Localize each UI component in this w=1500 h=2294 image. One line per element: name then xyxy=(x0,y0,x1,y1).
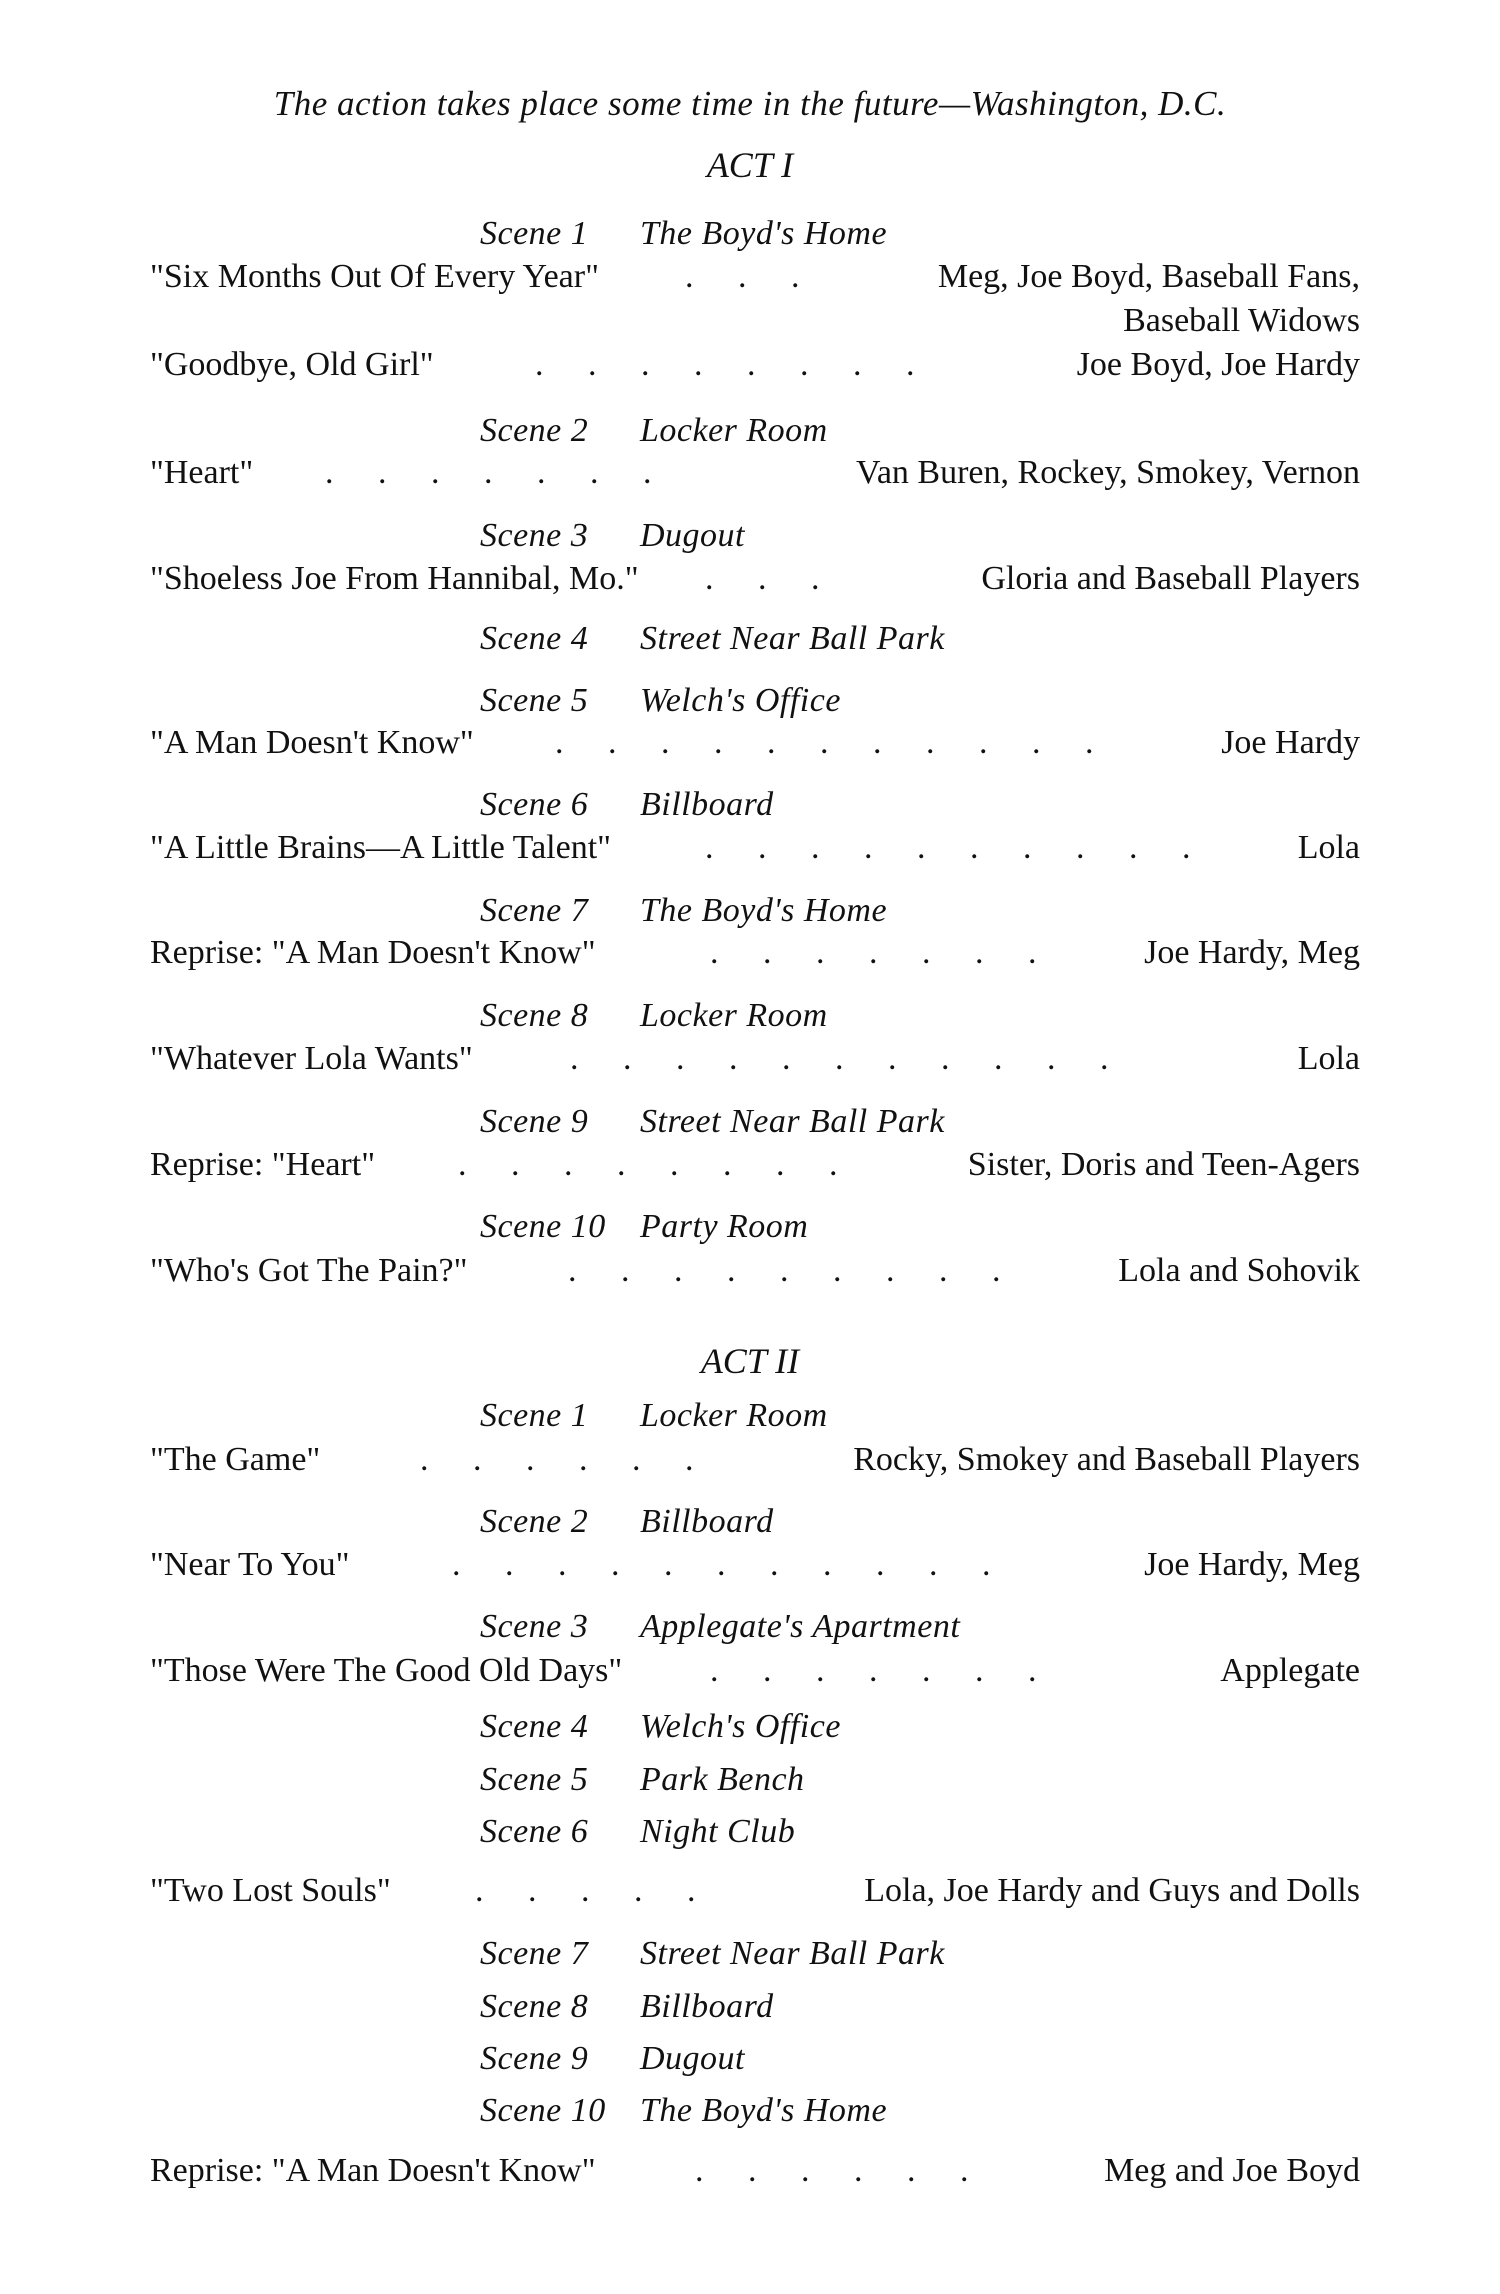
scene-location: Party Room xyxy=(640,1208,809,1245)
act2-scene-10 xyxy=(480,2092,887,2130)
act1-scene-10 xyxy=(480,1208,808,1246)
song-title: "Goodbye, Old Girl" xyxy=(150,346,434,383)
act2-scene-9 xyxy=(480,2040,745,2078)
scene-number: Scene 6 xyxy=(480,786,589,823)
scene-location: Park Bench xyxy=(640,1761,805,1798)
scene-location: The Boyd's Home xyxy=(640,215,888,252)
act1-scene-9 xyxy=(480,1103,945,1141)
dot-leader: . . . . . . . . . . . xyxy=(452,1546,1009,1583)
act2-scene-7 xyxy=(480,1935,945,1973)
song-title: Reprise: "A Man Doesn't Know" xyxy=(150,934,596,971)
scene-number: Scene 9 xyxy=(480,1103,589,1140)
song-title: "The Game" xyxy=(150,1441,321,1478)
scene-number: Scene 9 xyxy=(480,2040,589,2077)
dot-leader: . . . . . . . . . xyxy=(568,1252,1019,1289)
act-2-title: ACT II xyxy=(700,1341,800,1381)
dot-leader: . . . . . . . . xyxy=(458,1146,856,1183)
dot-leader: . . . . . xyxy=(475,1872,714,1909)
scene-location: Welch's Office xyxy=(640,682,841,719)
dot-leader: . . . . . . . . . . . xyxy=(555,724,1112,761)
scene-number: Scene 1 xyxy=(480,215,589,252)
act1-scene-4 xyxy=(480,620,945,658)
act2-scene-8 xyxy=(480,1988,774,2026)
scene-number: Scene 4 xyxy=(480,620,589,657)
song-cast: Rocky, Smokey and Baseball Players xyxy=(853,1441,1360,1478)
song-cast: Sister, Doris and Teen-Agers xyxy=(967,1146,1360,1183)
act-1-title: ACT I xyxy=(706,145,794,185)
act1-scene-6 xyxy=(480,786,774,824)
dot-leader: . . . . . . . xyxy=(325,454,670,491)
act2-scene-6 xyxy=(480,1813,795,1851)
scene-number: Scene 2 xyxy=(480,1503,589,1540)
dot-leader: . . . xyxy=(705,560,838,597)
act2-scene-4 xyxy=(480,1708,841,1746)
scene-number: Scene 10 xyxy=(480,1208,606,1245)
scene-number: Scene 2 xyxy=(480,412,589,449)
scene-location: Billboard xyxy=(640,1503,774,1540)
song-title: "A Little Brains—A Little Talent" xyxy=(150,829,612,866)
song-title: "Who's Got The Pain?" xyxy=(150,1252,468,1289)
dot-leader: . . . . . . . . xyxy=(535,346,933,383)
scene-location: Welch's Office xyxy=(640,1708,841,1745)
song-title: Reprise: "Heart" xyxy=(150,1146,376,1183)
song-cast: Van Buren, Rockey, Smokey, Vernon xyxy=(856,454,1360,491)
act1-scene-7 xyxy=(480,892,887,930)
song-title: "Whatever Lola Wants" xyxy=(150,1040,473,1077)
act1-scene-1 xyxy=(480,215,887,253)
act2-scene-2 xyxy=(480,1503,774,1541)
song-cast: Lola xyxy=(1297,1040,1360,1077)
scene-location: Locker Room xyxy=(640,997,828,1034)
scene-number: Scene 6 xyxy=(480,1813,589,1850)
song-cast: Applegate xyxy=(1220,1652,1360,1689)
song-cast: Lola, Joe Hardy and Guys and Dolls xyxy=(864,1872,1360,1909)
setting-note: The action takes place some time in the future—Washington, D.C. xyxy=(273,84,1227,123)
song-title: "A Man Doesn't Know" xyxy=(150,724,474,761)
dot-leader: . . . . . . . xyxy=(710,934,1055,971)
song-title: Reprise: "A Man Doesn't Know" xyxy=(150,2152,596,2189)
song-title: "Near To You" xyxy=(150,1546,350,1583)
scene-location: Dugout xyxy=(640,2040,745,2077)
scene-location: Billboard xyxy=(640,1988,774,2025)
act2-scene-1 xyxy=(480,1397,828,1435)
song-cast: Joe Hardy, Meg xyxy=(1144,1546,1360,1583)
act1-scene-5 xyxy=(480,682,841,720)
scene-location: Night Club xyxy=(640,1813,796,1850)
act1-scene-2 xyxy=(480,412,828,450)
dot-leader: . . . . . . xyxy=(420,1441,712,1478)
scene-location: Dugout xyxy=(640,517,745,554)
scene-location: Street Near Ball Park xyxy=(640,620,945,657)
song-title: "Shoeless Joe From Hannibal, Mo." xyxy=(150,560,639,597)
scene-location: Street Near Ball Park xyxy=(640,1935,945,1972)
dot-leader: . . . . . . xyxy=(695,2152,987,2189)
song-cast: Gloria and Baseball Players xyxy=(981,560,1360,597)
song-title: "Two Lost Souls" xyxy=(150,1872,391,1909)
song-title: "Six Months Out Of Every Year" xyxy=(150,258,599,295)
song-cast: Meg, Joe Boyd, Baseball Fans, xyxy=(937,258,1360,295)
scene-location: The Boyd's Home xyxy=(640,892,888,929)
dot-leader: . . . . . . . . . . . xyxy=(570,1040,1127,1077)
scene-number: Scene 3 xyxy=(480,1608,589,1645)
act1-scene-3 xyxy=(480,517,745,555)
scene-location: Applegate's Apartment xyxy=(640,1608,961,1645)
song-title: "Those Were The Good Old Days" xyxy=(150,1652,623,1689)
song-cast: Lola and Sohovik xyxy=(1118,1252,1360,1289)
scene-number: Scene 7 xyxy=(480,892,589,929)
song-cast: Joe Hardy xyxy=(1221,724,1360,761)
scene-location: Street Near Ball Park xyxy=(640,1103,945,1140)
dot-leader: . . . xyxy=(685,258,818,295)
song-title: "Heart" xyxy=(150,454,254,491)
scene-location: The Boyd's Home xyxy=(640,2092,888,2129)
scene-number: Scene 7 xyxy=(480,1935,589,1972)
scene-number: Scene 5 xyxy=(480,1761,589,1798)
act2-scene-3 xyxy=(480,1608,960,1646)
scene-number: Scene 8 xyxy=(480,997,589,1034)
scene-number: Scene 4 xyxy=(480,1708,589,1745)
song-cast: Meg and Joe Boyd xyxy=(1104,2152,1360,2189)
scene-number: Scene 1 xyxy=(480,1397,589,1434)
dot-leader: . . . . . . . xyxy=(710,1652,1055,1689)
act1-scene-8 xyxy=(480,997,828,1035)
song-cast: Joe Boyd, Joe Hardy xyxy=(1076,346,1360,383)
scene-location: Billboard xyxy=(640,786,774,823)
song-cast-continued: Baseball Widows xyxy=(1123,302,1360,339)
scene-number: Scene 3 xyxy=(480,517,589,554)
scene-location: Locker Room xyxy=(640,412,828,449)
song-cast: Joe Hardy, Meg xyxy=(1144,934,1360,971)
dot-leader: . . . . . . . . . . xyxy=(705,829,1209,866)
scene-number: Scene 5 xyxy=(480,682,589,719)
scene-number: Scene 10 xyxy=(480,2092,606,2129)
scene-location: Locker Room xyxy=(640,1397,828,1434)
scene-number: Scene 8 xyxy=(480,1988,589,2025)
act2-scene-5 xyxy=(480,1761,805,1799)
song-cast: Lola xyxy=(1297,829,1360,866)
